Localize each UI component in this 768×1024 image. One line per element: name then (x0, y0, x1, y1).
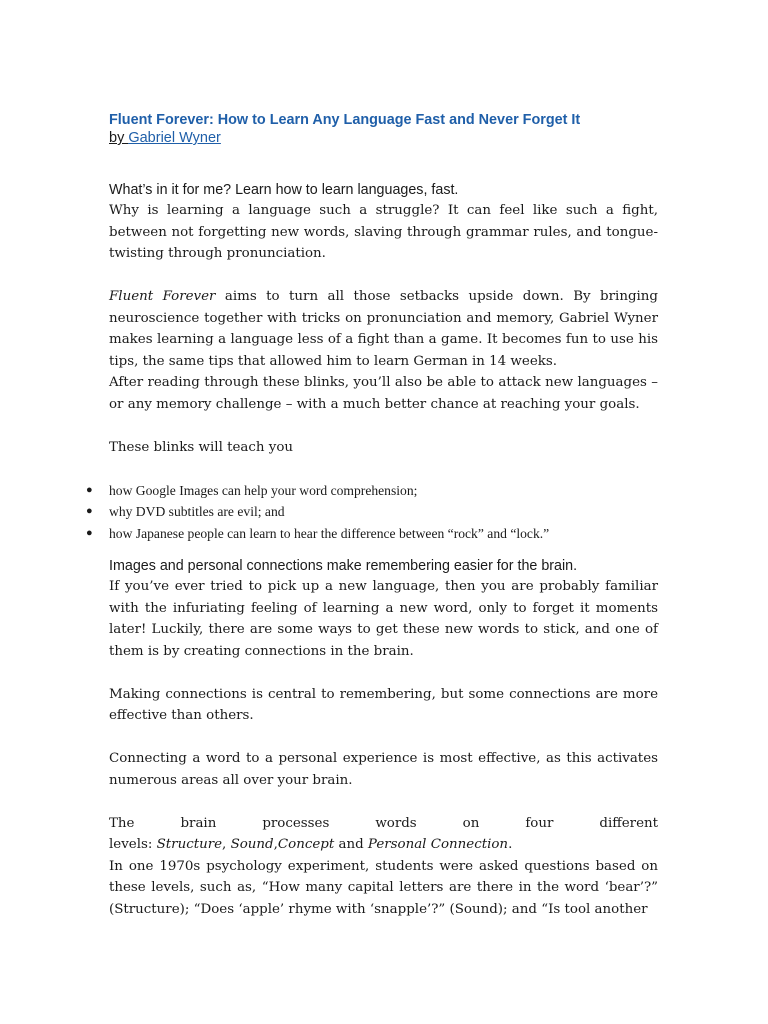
bullet-icon: ● (86, 483, 93, 496)
book-title: Fluent Forever: How to Learn Any Language Fast and Never Forget It (109, 112, 581, 128)
list-item: ● how Japanese people can learn to hear the difference between “rock” and “lock.” (109, 523, 658, 545)
bullet-icon: ● (86, 505, 93, 517)
by-label: by (109, 130, 129, 146)
list-item: ● how Google Images can help your word comprehension; (109, 480, 658, 502)
intro-paragraph-1: Why is learning a language such a struggle? It can feel like such a fight, between not forgetting new words, slaving through grammar rules, and tongue-twisting through pronunciation. (109, 203, 658, 261)
section-heading: Images and personal connections make remembering easier for the brain. (109, 558, 578, 574)
section-paragraph-3: Connecting a word to a personal experience is most effective, as this activates numerous areas all over your brain. (109, 751, 658, 788)
author-link[interactable]: Gabriel Wyner (128, 130, 221, 146)
intro-paragraph-2 (109, 286, 658, 372)
levels-list: levels: Structure, Sound,Concept and Personal Connection. (109, 837, 513, 852)
bullet-icon: ● (86, 526, 93, 539)
section-paragraph-1: If you’ve ever tried to pick up a new language, then you are probably familiar with the infuriating feeling of learning a new word, only to forget it moments later! Luckily, there are some ways to get these new words to stick, and one of them is by creating connections in the brain. (109, 579, 658, 659)
section-paragraph-5: In one 1970s psychology experiment, students were asked questions based on these levels, such as, “How many capital letters are there in the word ‘bear’?” (Structure); “Does ‘apple’ rhyme with ‘snapple’?” (Sound); and “Is tool another (109, 858, 658, 917)
blinks-list (86, 480, 658, 545)
book-name-italic: Fluent Forever (109, 289, 216, 304)
intro-heading: What’s in it for me? Learn how to learn languages, fast. (109, 182, 459, 198)
list-item: ● why DVD subtitles are evil; and (109, 501, 658, 523)
byline (109, 130, 658, 147)
section-paragraph-2: Making connections is central to remembering, but some connections are more effective than others. (109, 686, 658, 723)
intro-paragraph-2-text: aims to turn all those setbacks upside down. By bringing neuroscience together with tricks on pronunciation and memory, Gabriel Wyner makes learning a language less of a fight than a game. It becomes fun to use his tips, the same tips that allowed him to learn German in 14 weeks. (109, 289, 658, 369)
document-page (86, 111, 658, 920)
intro-paragraph-3: After reading through these blinks, you’ll also be able to attack new languages – or any memory challenge – with a much better chance at reaching your goals. (109, 375, 658, 412)
blinks-label: These blinks will teach you (109, 439, 294, 455)
levels-line: The brain processes words on four different (109, 815, 658, 831)
